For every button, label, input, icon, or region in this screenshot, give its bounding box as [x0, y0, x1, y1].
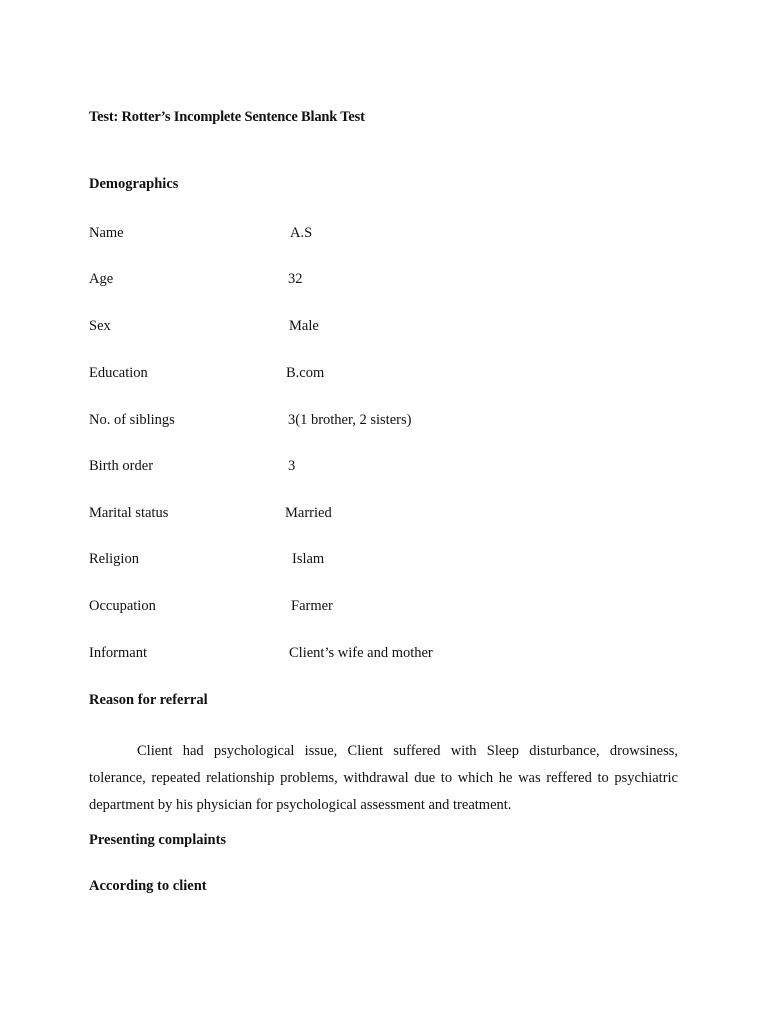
demographics-heading: Demographics	[89, 176, 179, 192]
demographic-label-informant: Informant	[89, 645, 147, 661]
demographic-value-age: 32	[288, 271, 303, 287]
demographic-value-informant: Client’s wife and mother	[289, 645, 433, 661]
demographic-label-religion: Religion	[89, 551, 139, 567]
referral-paragraph: Client had psychological issue, Client suffered with Sleep disturbance, drowsiness, tolerance, repeated relationship problems, withdrawal due to which he was reffered to psychiatric department by his physician for psychological assessment and treatment.	[89, 743, 678, 813]
demographic-label-birth-order: Birth order	[89, 458, 154, 474]
demographic-label-siblings: No. of siblings	[89, 412, 175, 428]
demographic-label-occupation: Occupation	[89, 598, 156, 614]
demographic-value-name: A.S	[290, 225, 313, 241]
presenting-complaints-heading: Presenting complaints	[89, 832, 227, 848]
demographic-label-name: Name	[89, 225, 124, 241]
demographic-label-age: Age	[89, 271, 114, 287]
referral-heading: Reason for referral	[89, 692, 208, 708]
demographic-label-sex: Sex	[89, 318, 111, 334]
demographic-label-marital-status: Marital status	[89, 505, 169, 521]
demographic-value-education: B.com	[286, 365, 325, 381]
demographic-value-religion: Islam	[292, 551, 325, 567]
document-title: Test: Rotter’s Incomplete Sentence Blank Test	[89, 109, 365, 125]
demographic-value-siblings: 3(1 brother, 2 sisters)	[288, 412, 412, 428]
demographic-value-marital-status: Married	[285, 505, 332, 521]
demographic-value-birth-order: 3	[288, 458, 296, 474]
demographic-value-occupation: Farmer	[291, 598, 333, 614]
according-to-client-heading: According to client	[89, 878, 207, 894]
demographic-label-education: Education	[89, 365, 148, 381]
demographic-value-sex: Male	[289, 318, 319, 334]
